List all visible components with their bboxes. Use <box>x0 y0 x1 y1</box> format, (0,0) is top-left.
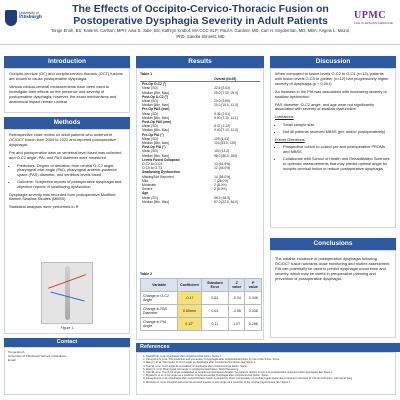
contact-line: Tonge Enoh <box>8 350 25 354</box>
table-2-cell: 0.12° <box>178 318 202 331</box>
table-1-row-value: 9.36 (2.01) <box>214 111 231 116</box>
reference-item: 3. Meng Y, et al. The impact of O-C2 angle on dysphagia after occipitocervical fusion. Eur Spine J. <box>146 361 392 364</box>
table-1-row-label: Median [Min, Max] <box>142 141 169 146</box>
reference-item: 7. Miyata M, et al. O-C2 angle as a predictor of dyspnea and/or dysphagia after occipitocervical fusion. Spine. <box>146 374 392 377</box>
table-1-row-label: Moderate <box>142 183 156 188</box>
table-1-row-label: Post-Op PIA (°) <box>142 145 166 150</box>
table-1-row-value: 57.0 [22.0, 84.0] <box>214 199 238 204</box>
table-1 <box>140 77 260 204</box>
figure-1-caption: Figure 1 <box>60 326 74 330</box>
table-1-row <box>140 200 260 204</box>
table-1-row-value: 98.0 [86.0, 200] <box>214 153 238 158</box>
table-1-row-label: Levels Fused Collapsed <box>142 157 180 162</box>
table-2-header: Coefficient <box>178 279 202 292</box>
table-1-row-value: 25.0 [7.00, 29.0] <box>214 90 238 95</box>
methods-bullets <box>9 164 125 190</box>
table-1-row-value: 100 (13.2) <box>214 149 230 154</box>
table-1-row-label: Median [Min, Max] <box>142 115 169 120</box>
table-1-row-label: Median [Min, Max] <box>142 128 169 133</box>
methods-bullet: • Predictors: Degree of deviation from neutral O-C2 angle, pharyngeal inlet angle (PAI), pharyngeal anterior-posterior space (PAS) diameter, and vertebral levels fused <box>17 164 125 179</box>
discussion-p2: An increase in the PIA was associated with increasing severity of swallow dysfunction <box>275 88 387 99</box>
upmc-logo-sub: LIFE CHANGING MEDICINE <box>354 21 393 25</box>
table-1-row-label: Swallowing Dysfunction <box>142 170 180 175</box>
table-2-cell: 0.286 <box>245 318 262 331</box>
references-heading: References <box>136 343 400 352</box>
table-2-label: Table 2 <box>140 272 153 276</box>
reference-item: 1. Radcliff KE, et al. Dysphagia after occipitocervical fusion. Spine J. <box>146 355 392 358</box>
table-1-row-label: Pre-Op O-C2 (°) <box>142 82 167 87</box>
table-1-row-label: Missing/Not Reported <box>142 174 174 179</box>
discussion-p1: When compared to fusion levels O-C2 to O-C4 (n=13), patients with fusion levels O-C5 or greater (n=12) had progressively higher severity of dysphagia (p < 0.001) <box>275 71 389 86</box>
crest-icon <box>5 10 17 26</box>
table-1-row-label: Post-Op PAS (mm) <box>142 120 172 125</box>
university-logo <box>5 10 45 32</box>
contact-line[interactable]: Email <box>8 358 16 363</box>
table-1-row-value: 105 (6.41) <box>214 136 230 141</box>
table-2-header: P value <box>245 279 262 292</box>
table-2-cell: 0.63 <box>201 292 228 305</box>
methods-p1: Retrospective chart review on adult patients who underwent OC/OCT fusion from 2000 to 2022 and reported postoperative dysphagia. <box>9 132 116 147</box>
table-1-row-value: 14 (56.0%) <box>214 174 231 179</box>
future-item: • Collaborate with School of Health and Rehabilitation Sciences to optimize measurements that may predict optimal angle for occipito-cervical fusion to reduce postoperative dysphagia <box>283 157 391 172</box>
introduction-heading: Introduction <box>4 56 130 68</box>
table-1-row-label: Post-Op O-C2 (°) <box>142 94 169 99</box>
methods-panel <box>4 129 130 334</box>
table-2-cell: Change in O-C2 Angle <box>141 292 178 305</box>
table-2-row <box>141 318 262 331</box>
table-2-cell: Change in PAS Diameter <box>141 305 178 318</box>
logo-left-line1: University of <box>19 11 39 15</box>
discussion-heading: Discussion <box>270 56 396 68</box>
table-2-row <box>141 305 262 318</box>
table-1-row-label: Mean (SD) <box>142 136 158 141</box>
table-1-row-label: Mean (SD) <box>142 99 158 104</box>
table-1-row-value: 7 (26.0%) <box>214 178 229 183</box>
reference-item: 4. Tian W, et al. O-C2 angle as a predictor of dysphagia after occipitocervical fusion. Spine. <box>146 365 392 368</box>
table-1-row-label: Mean (SD) <box>142 111 158 116</box>
results-heading: Results <box>136 56 264 68</box>
results-panel <box>136 68 264 340</box>
future-item: • Prospective cohort to collect pre and postoperative PROMs and MBSS <box>283 145 391 155</box>
table-1-row-value: 20.0 (9.69) <box>214 99 231 104</box>
poster-authors: Tonge Enoh, BS; Katie M. Carlson, MPH; Awa S. Jobe, BS; Kathryn Krobot, MA CCC-SLP; Paul A. Gardner, MD; Carl H. Snyderman, MD, MBA; Angela L. Mazul, PhD; Sandra Stinnett, MD <box>51 28 350 39</box>
methods-bullet: • Outcome: Subjective reports of postoperative dysphagia and objective reports of swallowing dysfunction <box>17 180 125 190</box>
table-2-cell: -0.17 <box>178 292 202 305</box>
table-1-row-label: Mean (SD) <box>142 124 158 129</box>
table-1-label: Table 1 <box>140 72 153 76</box>
table-1-row-value: 20.0 [10.0, 41.0] <box>214 103 238 108</box>
methods-p2: Pre and postoperative data on vertebral level fused was collected and O-C2 angle, PAI, and PAS diameter were measured <box>9 149 122 160</box>
table-1-row-label: Mean (SD) <box>142 149 158 154</box>
table-2-header: Z value <box>229 279 245 292</box>
table-2-cell: Change in PIA Angle <box>141 318 178 331</box>
table-1-row-label: Severe <box>142 187 153 192</box>
poster-title: The Effects of Occipito-Cervico-Thoracic Fusion on Postoperative Dysphagia Severity in Adult Patients <box>72 3 329 27</box>
table-1-row-label: Mean (SD) <box>142 195 158 200</box>
table-2-cell: 0.65mm <box>178 305 202 318</box>
methods-p4: Statistical analyses were performed in R <box>9 204 79 210</box>
reference-item: 9. Morizane K, et al. Occipital and external acoustic meatus to axis angle as a predictor of the oropharyngeal space. Eur Spine J. <box>146 381 392 384</box>
table-1-row-label: Age <box>142 191 149 196</box>
spine-shape <box>65 266 70 320</box>
upmc-logo <box>354 10 394 32</box>
table-1-row-value: 9.00 [7.10, 11.0] <box>214 128 238 133</box>
table-2-cell: 0.11 <box>201 318 228 331</box>
table-1-row-label: Median [Min, Max] <box>142 90 169 95</box>
table-1-row-value: 2 (8.0%) <box>214 187 227 192</box>
discussion-panel <box>270 68 396 228</box>
table-2-cell: 0.63 <box>201 305 228 318</box>
logo-left-line2: Pittsburgh <box>19 15 42 20</box>
table-2-header: Standard Error <box>201 279 228 292</box>
table-1-row-label: Pre-Op PIA (°) <box>142 132 164 137</box>
table-1-row-label: Pre-Op PAS (mm) <box>142 107 170 112</box>
references-list <box>140 355 392 384</box>
table-1-row-value: 8.47 (1.42) <box>214 124 231 129</box>
table-2-cell: -0.96 <box>229 305 245 318</box>
discussion-p3: PAS diameter, O-C2 angle, and age were not significantly associated with severity of swallow dysfunction <box>275 101 374 112</box>
table-1-row-label: Median [Min, Max] <box>142 199 169 204</box>
references-panel <box>136 352 396 395</box>
introduction-p2: Various clinical-cervical measurements have been used to investigate their effects on the presence and severity of postoperative dysphagia; however, the exact mechanisms and anatomical impact remain unclear. <box>9 83 117 104</box>
poster-header <box>0 0 400 45</box>
table-1-row-label: Median [Min, Max] <box>142 103 169 108</box>
table-1-row-label: Mild <box>142 178 149 183</box>
table-1-row-value: 56.9 (16.3) <box>214 195 231 200</box>
table-2-cell: 1.07 <box>229 318 245 331</box>
table-2-cell: 0.338 <box>245 305 262 318</box>
table-1-row-label: O-C2 to O-C4 <box>142 162 163 167</box>
table-2-row <box>141 292 262 305</box>
upmc-logo-text: UPMC <box>354 10 386 21</box>
table-2-header-row <box>141 279 262 292</box>
reference-item: 6. Izeki M, et al. The O-C2 angle established at occipito-cervical fusion dictates the patient's destiny in terms of postoperative dyspnea and/or dysphagia. Eur Spine J. <box>146 371 392 374</box>
future-directions-heading: Future Directions <box>275 136 305 142</box>
reference-item: 2. Kaneyama S, et al. The prediction and prevention of dysphagia after occipitospinal fusion by use of the S-line. Spine. <box>146 358 392 361</box>
table-2-header: Variable <box>141 279 178 292</box>
reference-item: 5. Wang X, et al. Pharyngeal inlet angle in occipitocervical fusion. World Neurosurg. <box>146 368 392 371</box>
table-1-row-label: Median [Min, Max] <box>142 153 169 158</box>
methods-p3: Dysphagia severity was recorded from postoperative Modified Barium Swallow Studies (MBSS). <box>9 191 116 202</box>
limitations-list <box>275 123 391 134</box>
table-1-header: Overall (N=29) <box>212 77 260 82</box>
conclusions-heading: Conclusions <box>270 238 396 250</box>
table-1-row-value: 104 [93.0, 120] <box>214 141 237 146</box>
limitations-heading: Limitations <box>275 114 294 120</box>
table-1-row-value: 2 (8.0%) <box>214 183 227 188</box>
table-2-cell: -0.34 <box>229 292 245 305</box>
table-2 <box>140 278 262 331</box>
future-directions-list <box>275 145 391 171</box>
table-1-row-label: O-C5 to O-T3 <box>142 166 162 171</box>
introduction-panel <box>4 68 130 113</box>
introduction-p1: Occipito-cervical (OC) and occipito-cervico-thoracic (OCT) fusions are known to cause postoperative dysphagia. <box>9 71 123 81</box>
table-2-cell: 0.346 <box>245 292 262 305</box>
table-1-row-label: Mean (SD) <box>142 86 158 91</box>
figure-1-xray <box>41 262 93 324</box>
methods-heading: Methods <box>4 117 130 129</box>
limitation-item: • Small sample size <box>283 123 391 128</box>
reference-item: 8. Kaneyama S, et al. Dysphagia after occipitothoracic fusion is caused by direct compression of oropharyngeal space due to anterior protrusion of mid-cervical spine. Clin Spine Surg. <box>146 377 392 380</box>
conclusions-panel <box>270 250 396 338</box>
contact-panel <box>4 347 130 395</box>
table-1-body <box>140 82 260 204</box>
table-2-body <box>141 292 262 331</box>
table-1-row-value: 12 (45.0%) <box>214 166 231 171</box>
table-1-row-value: 9.50 [7.10, 11.1] <box>214 115 238 120</box>
contact-heading: Contact <box>4 338 130 347</box>
table-1-row-value: 13 (51.9%) <box>214 162 231 167</box>
conclusions-text: The notable incidence of postoperative dysphagia following OC/OCT fusion warrants close monitoring and routine assessment. PIA can potentially be used to predict dysphagia occurrence and severity, which may be useful in preoperative planning and prevention of postoperative dysphagia. <box>275 256 391 281</box>
contact-line: University of Pittsburgh School of Medicine <box>8 354 67 359</box>
table-1-row-value: 22.6 (5.03) <box>214 86 231 91</box>
limitation-item: • Not all patients received MBSS (pre and/or postoperatively) <box>283 130 391 135</box>
